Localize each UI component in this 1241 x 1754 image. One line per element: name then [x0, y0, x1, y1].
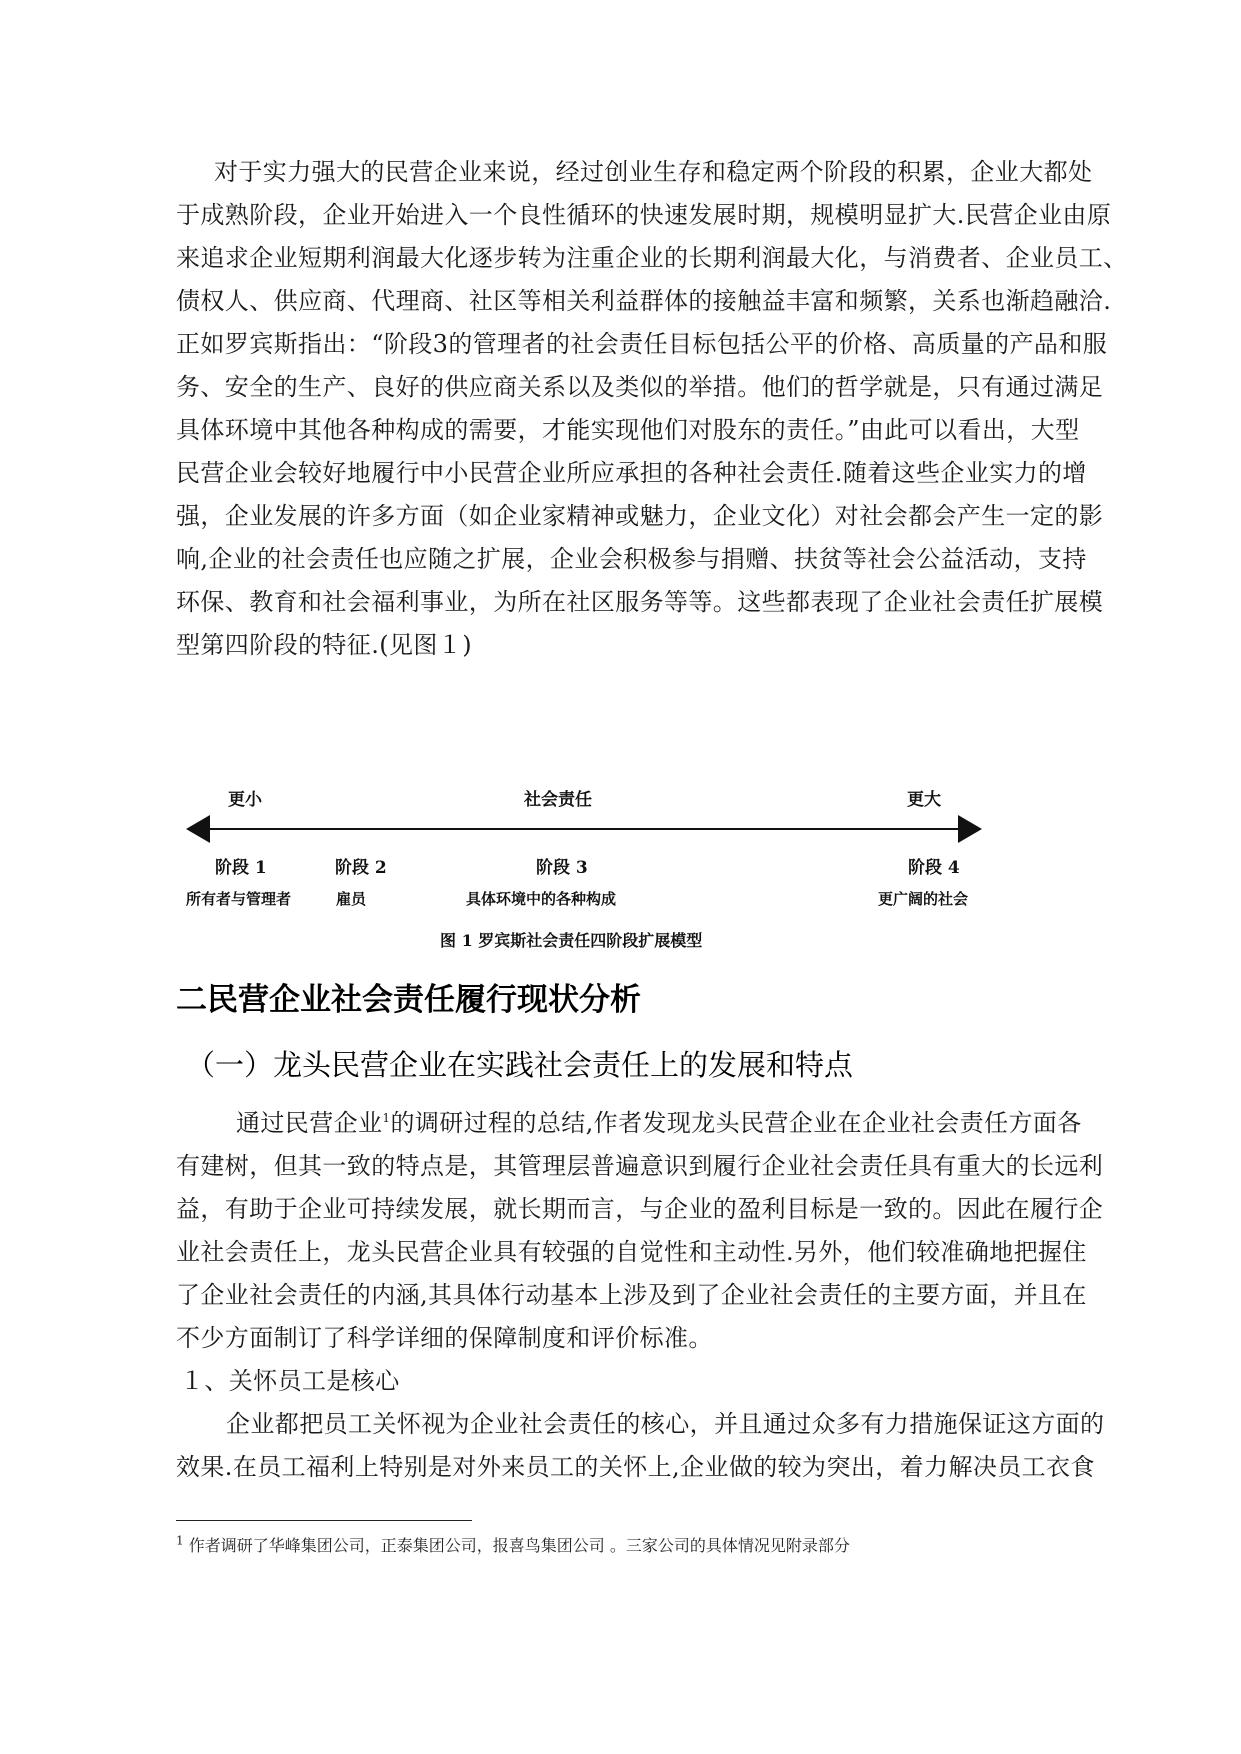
- paragraph-2-line: 了企业社会责任的内涵,其具体行动基本上涉及到了企业社会责任的主要方面，并且在: [176, 1281, 1087, 1309]
- stage-4-label: 阶段 4: [908, 858, 960, 878]
- paragraph-2-first-line: [236, 1111, 1082, 1135]
- paragraph-1-line: 型第四阶段的特征.(见图１): [176, 631, 472, 659]
- paragraph-3-line: 企业都把员工关怀视为企业社会责任的核心，并且通过众多有力措施保证这方面的: [226, 1410, 1105, 1438]
- footnote: [176, 1533, 850, 1555]
- stage-2-description: 雇员: [336, 890, 367, 908]
- paragraph-2-line: 不少方面制订了科学详细的保障制度和评价标准。: [176, 1324, 713, 1352]
- paragraph-2-line: 有建树，但其一致的特点是，其管理层普遍意识到履行企业社会责任具有重大的长远利: [176, 1152, 1104, 1180]
- stage-3-description: 具体环境中的各种构成: [466, 890, 617, 908]
- paragraph-1-line: 民营企业会较好地履行中小民营企业所应承担的各种社会责任.随着这些企业实力的增: [176, 459, 1087, 487]
- footnote-marker: 1: [176, 1533, 184, 1548]
- list-item-heading: １、关怀员工是核心: [180, 1367, 400, 1395]
- paragraph-1-line: 对于实力强大的民营企业来说，经过创业生存和稳定两个阶段的积累，企业大都处: [214, 158, 1093, 186]
- paragraph-1-line: 具体环境中其他各种构成的需要，才能实现他们对股东的责任。”由此可以看出，大型: [176, 416, 1080, 444]
- paragraph-1-line: 响,企业的社会责任也应随之扩展，企业会积极参与捐赠、扶贫等社会公益活动，支持: [176, 545, 1087, 573]
- stage-1-label: 阶段 1: [215, 858, 267, 878]
- paragraph-2-line: 益，有助于企业可持续发展，就长期而言，与企业的盈利目标是一致的。因此在履行企: [176, 1195, 1104, 1223]
- footnote-text: 作者调研了华峰集团公司，正泰集团公司，报喜鸟集团公司 。三家公司的具体情况见附录部分: [188, 1536, 850, 1555]
- paragraph-2-first-line-rest: 的调研过程的总结,作者发现龙头民营企业在企业社会责任方面各: [390, 1109, 1082, 1137]
- paragraph-1-line: 于成熟阶段，企业开始进入一个良性循环的快速发展时期，规模明显扩大.民营企业由原: [176, 201, 1112, 229]
- figure-label-larger: 更大: [907, 790, 941, 810]
- stage-3-label: 阶段 3: [536, 858, 588, 878]
- paragraph-1-line: 正如罗宾斯指出：“阶段3的管理者的社会责任目标包括公平的价格、高质量的产品和服: [176, 330, 1108, 358]
- paragraph-1-line: 强，企业发展的许多方面（如企业家精神或魅力，企业文化）对社会都会产生一定的影: [176, 502, 1104, 530]
- arrow-head-left: [186, 815, 210, 843]
- paragraph-1-line: 环保、教育和社会福利事业，为所在社区服务等等。这些都表现了企业社会责任扩展模: [176, 588, 1104, 616]
- stage-1-description: 所有者与管理者: [186, 890, 292, 908]
- paragraph-2-line: 业社会责任上，龙头民营企业具有较强的自觉性和主动性.另外，他们较准确地把握住: [176, 1238, 1087, 1266]
- footnote-reference[interactable]: 1: [382, 1111, 391, 1125]
- section-heading: 二民营企业社会责任履行现状分析: [176, 982, 641, 1018]
- subsection-heading: （一）龙头民营企业在实践社会责任上的发展和特点: [186, 1048, 854, 1082]
- paragraph-3-line: 效果.在员工福利上特别是对外来员工的关怀上,企业做的较为突出，着力解决员工衣食: [176, 1453, 1095, 1481]
- paragraph-1-line: 务、安全的生产、良好的供应商关系以及类似的举措。他们的哲学就是，只有通过满足: [176, 373, 1104, 401]
- paragraph-1-line: 债权人、供应商、代理商、社区等相关利益群体的接触益丰富和频繁，关系也渐趋融洽.: [176, 287, 1112, 315]
- stage-2-label: 阶段 2: [335, 858, 387, 878]
- figure-label-smaller: 更小: [228, 790, 262, 810]
- arrow-head-right: [958, 815, 982, 843]
- paragraph-1-line: 来追求企业短期利润最大化逐步转为注重企业的长期利润最大化，与消费者、企业员工、: [176, 244, 1128, 272]
- paragraph-2-first-line-text: 通过民营企业: [236, 1109, 383, 1137]
- figure-label-social-responsibility: 社会责任: [524, 790, 592, 810]
- stage-4-description: 更广阔的社会: [878, 890, 969, 908]
- figure-caption: 图 1 罗宾斯社会责任四阶段扩展模型: [440, 931, 703, 950]
- footnote-separator: [176, 1520, 472, 1521]
